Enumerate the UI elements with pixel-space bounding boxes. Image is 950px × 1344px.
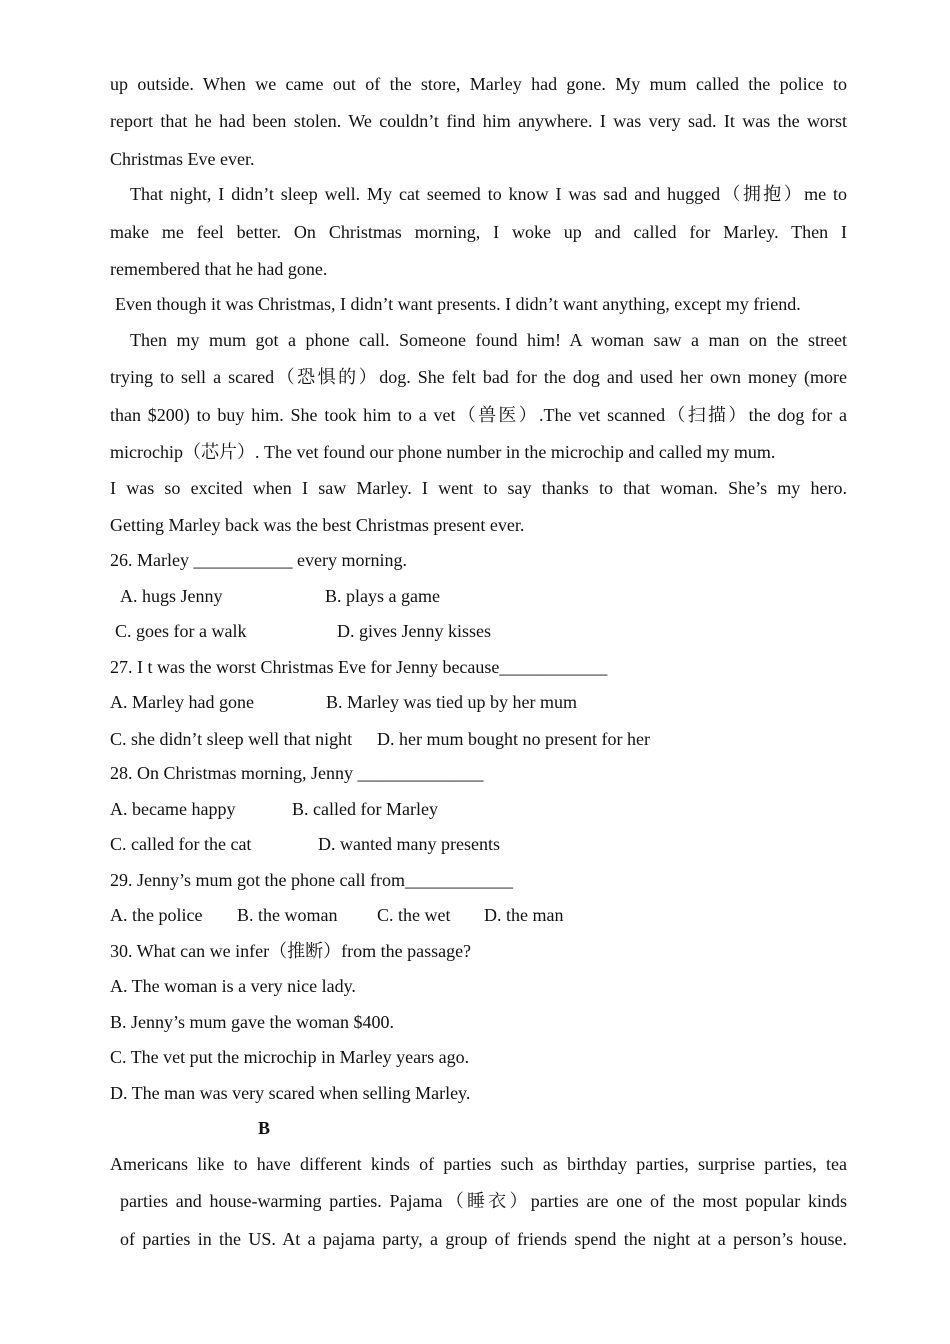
passage-line: trying to sell a scared（恐惧的）dog. She felt bad for the dog and used her own money (more (110, 367, 847, 387)
question-28-option-d: D. wanted many presents (318, 834, 500, 854)
passage-line: report that he had been stolen. We couldn’t find him anywhere. I was very sad. It was the worst (110, 111, 847, 131)
passage-line: Christmas Eve ever. (110, 149, 255, 169)
passage-line: of parties in the US. At a pajama party, a group of friends spend the night at a person’s house. (120, 1229, 847, 1249)
question-30-option-c: C. The vet put the microchip in Marley years ago. (110, 1047, 470, 1067)
passage-line: make me feel better. On Christmas morning, I woke up and called for Marley. Then I (110, 222, 847, 242)
passage-line: than $200) to buy him. She took him to a vet（兽医）.The vet scanned（扫描）the dog for a (110, 405, 847, 425)
question-28-option-b: B. called for Marley (292, 799, 438, 819)
passage-line: parties and house-warming parties. Pajama（睡衣）parties are one of the most popular kinds (120, 1191, 847, 1211)
question-29-option-d: D. the man (484, 905, 564, 925)
question-29-option-b: B. the woman (237, 905, 338, 925)
passage-line: microchip（芯片）. The vet found our phone number in the microchip and called my mum. (110, 442, 776, 462)
question-29-stem: 29. Jenny’s mum got the phone call from____________ (110, 870, 513, 890)
passage-line: That night, I didn’t sleep well. My cat seemed to know I was sad and hugged（拥抱）me to (130, 184, 847, 204)
question-27-stem: 27. I t was the worst Christmas Eve for Jenny because____________ (110, 657, 608, 677)
passage-line: up outside. When we came out of the store, Marley had gone. My mum called the police to (110, 74, 847, 94)
section-heading: B (258, 1118, 271, 1138)
question-29-option-c: C. the wet (377, 905, 451, 925)
question-30-stem: 30. What can we infer（推断）from the passage? (110, 941, 472, 961)
question-26-option-c: C. goes for a walk (115, 621, 247, 641)
question-26-option-a: A. hugs Jenny (120, 586, 223, 606)
passage-line: Then my mum got a phone call. Someone found him! A woman saw a man on the street (130, 330, 847, 350)
question-28-stem: 28. On Christmas morning, Jenny ______________ (110, 763, 484, 783)
passage-line: I was so excited when I saw Marley. I went to say thanks to that woman. She’s my hero. (110, 478, 847, 498)
passage-line: Getting Marley back was the best Christmas present ever. (110, 515, 525, 535)
question-26-option-d: D. gives Jenny kisses (337, 621, 491, 641)
question-27-option-d: D. her mum bought no present for her (377, 729, 650, 749)
passage-line: Even though it was Christmas, I didn’t want presents. I didn’t want anything, except my friend. (115, 294, 801, 314)
question-27-option-c: C. she didn’t sleep well that night (110, 729, 353, 749)
question-30-option-b: B. Jenny’s mum gave the woman $400. (110, 1012, 394, 1032)
question-26-option-b: B. plays a game (325, 586, 440, 606)
question-29-option-a: A. the police (110, 905, 203, 925)
question-28-option-c: C. called for the cat (110, 834, 252, 854)
passage-line: remembered that he had gone. (110, 259, 328, 279)
question-30-option-a: A. The woman is a very nice lady. (110, 976, 356, 996)
question-27-option-b: B. Marley was tied up by her mum (326, 692, 577, 712)
question-30-option-d: D. The man was very scared when selling Marley. (110, 1083, 471, 1103)
question-26-stem: 26. Marley ___________ every morning. (110, 550, 407, 570)
question-28-option-a: A. became happy (110, 799, 236, 819)
question-27-option-a: A. Marley had gone (110, 692, 254, 712)
passage-line: Americans like to have different kinds of parties such as birthday parties, surprise parties, tea (110, 1154, 847, 1174)
